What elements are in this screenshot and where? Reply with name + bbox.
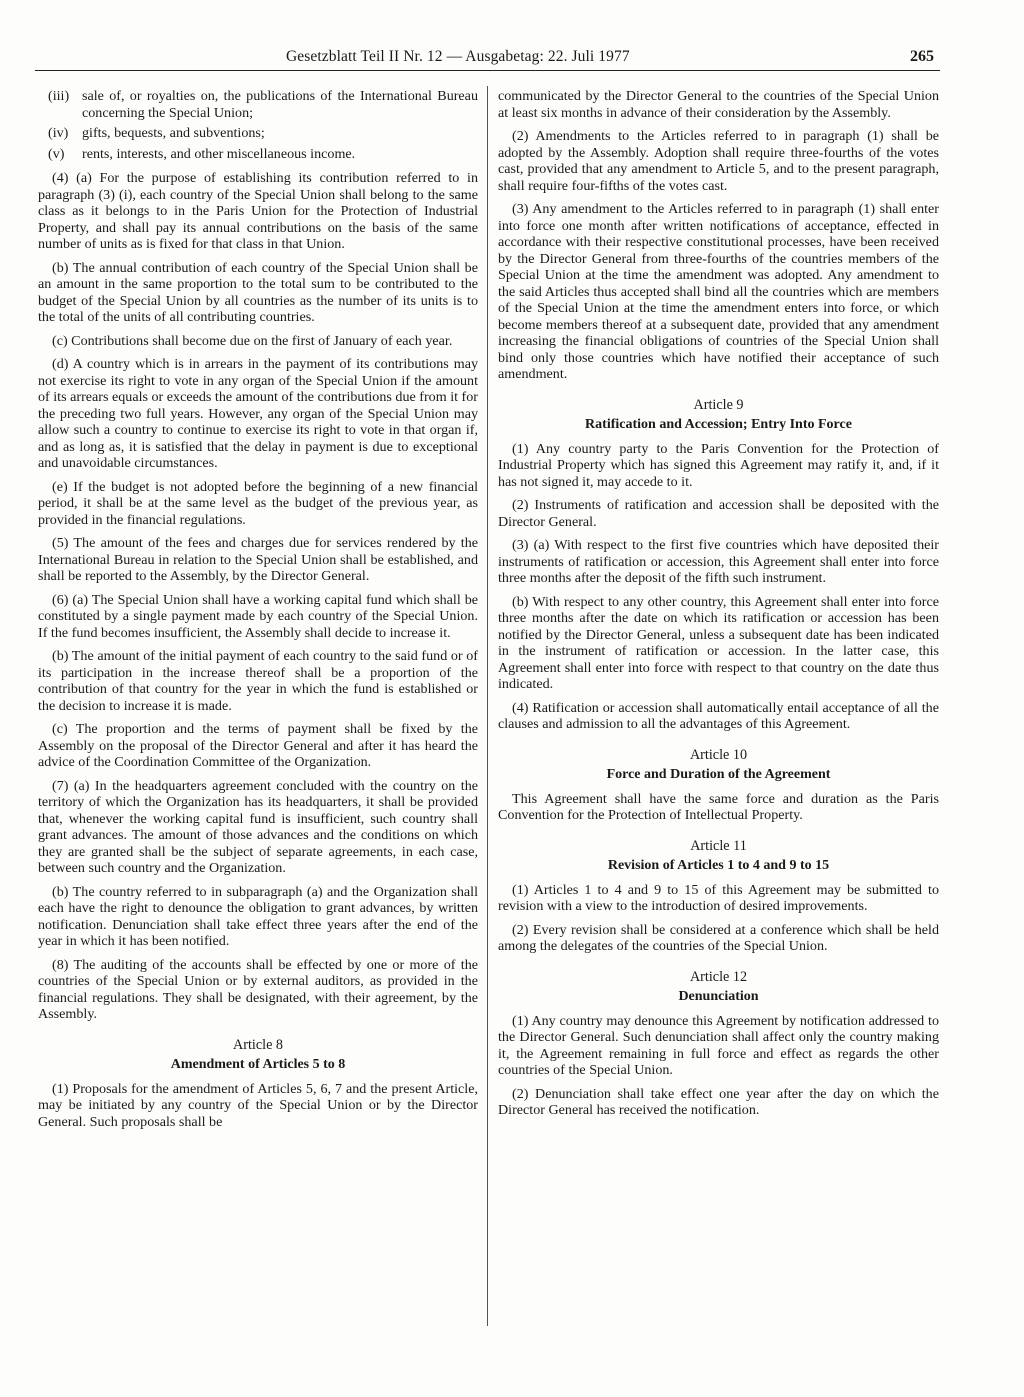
paragraph: (b) With respect to any other country, this Agreement shall enter into force three months after the date on which its ratification or accession has been notified by the Director General, unless a subsequent date has been indicated in the instrument of ratification or accession. In the latter case, this Agreement shall enter into force with respect to that country on the date thus indicated.	[498, 593, 939, 692]
list-item	[48, 146, 478, 163]
list-item	[48, 125, 478, 142]
header-rule	[35, 70, 940, 71]
list-item-number: (v)	[48, 145, 65, 162]
paragraph: (2) Every revision shall be considered at a conference which shall be held among the delegates of the countries of the Special Union.	[498, 921, 939, 954]
page-number: 265	[910, 48, 934, 65]
header-title: Gesetzblatt Teil II Nr. 12 — Ausgabetag: 22. Juli 1977	[286, 48, 630, 65]
paragraph: (1) Proposals for the amendment of Articles 5, 6, 7 and the present Article, may be initiated by any country of the Special Union or by the Director General. Such proposals shall be	[38, 1080, 478, 1130]
list-item-text: gifts, bequests, and subventions;	[82, 125, 265, 141]
paragraph: (c) The proportion and the terms of payment shall be fixed by the Assembly on the proposal of the Director General and after it has heard the advice of the Coordination Committee of the Organization.	[38, 721, 478, 770]
paragraph: (2) Denunciation shall take effect one year after the day on which the Director General has received the notification.	[498, 1085, 939, 1118]
list-item-number: (iv)	[48, 125, 69, 141]
paragraph: (6) (a) The Special Union shall have a working capital fund which shall be constituted by a single payment made by each country of the Special Union. If the fund becomes insufficient, the Assembly shall decide to increase it.	[38, 591, 478, 641]
paragraph: (1) Articles 1 to 4 and 9 to 15 of this Agreement may be submitted to revision with a view to the introduction of desired improvements.	[498, 881, 939, 914]
paragraph: This Agreement shall have the same force and duration as the Paris Convention for the Protection of Intellectual Property.	[498, 790, 939, 823]
paragraph: (5) The amount of the fees and charges due for services rendered by the International Bureau in relation to the Special Union shall be established, and shall be reported to the Assembly, by the Director General.	[38, 535, 478, 584]
paragraph: (3) Any amendment to the Articles referred to in paragraph (1) shall enter into force one month after written notifications of acceptance, effected in accordance with their respective constitutional processes, have been received by the Director General from three-fourths of the countries members of the Special Union at the time the amendment was adopted. Any amendment to the said Articles thus accepted shall bind all the countries which are members of the Special Union at the time the amendment enters into force, or which become members thereof at a subsequent date, provided that any amendment increasing the financial obligations of countries of the Special Union shall bind only those countries which have notified their acceptance of such amendment.	[498, 201, 939, 382]
right-column	[498, 88, 939, 1119]
article-heading: Amendment of Articles 5 to 8	[170, 1057, 346, 1072]
paragraph: (b) The annual contribution of each country of the Special Union shall be an amount in the same proportion to the total sum to be contributed to the budget of the Special Union by all countries as the number of its units is to the total of the units of all contributing countries.	[38, 259, 478, 325]
paragraph: (3) (a) With respect to the first five countries which have deposited their instruments of ratification or accession, this Agreement shall enter into force three months after the deposit of the fifth such instrument.	[498, 537, 939, 586]
paragraph: (b) The amount of the initial payment of each country to the said fund or of its participation in the increase thereof shall be a proportion of the contribution of that country for the year in which the fund is established or the decision to increase it is made.	[38, 648, 478, 714]
article-heading: Ratification and Accession; Entry Into Force	[585, 417, 852, 432]
article-number: Article 9	[693, 396, 744, 413]
article-heading: Revision of Articles 1 to 4 and 9 to 15	[607, 858, 830, 873]
paragraph: (2) Instruments of ratification and accession shall be deposited with the Director General.	[498, 497, 939, 530]
article-heading: Force and Duration of the Agreement	[606, 767, 831, 782]
paragraph: (1) Any country party to the Paris Convention for the Protection of Industrial Property which has signed this Agreement may ratify it, and, if it has not signed it, may accede to it.	[498, 440, 939, 490]
list-item	[48, 88, 478, 121]
paragraph: (e) If the budget is not adopted before the beginning of a new financial period, it shall be at the same level as the budget of the previous year, as provided in the financial regulations.	[38, 478, 478, 528]
article-number: Article 8	[232, 1036, 284, 1053]
page-header	[0, 48, 1024, 72]
paragraph: (d) A country which is in arrears in the payment of its contributions may not exercise its right to vote in any organ of the Special Union if the amount of its arrears equals or exceeds the amount of the contributions due from it for the preceding two full years. However, any organ of the Special Union may allow such a country to continue to exercise its right to vote in that organ if, and as long as, it is satisfied that the delay in payment is due to exceptional and unavoidable circumstances.	[38, 356, 478, 471]
article-heading: Denunciation	[678, 989, 759, 1004]
paragraph: communicated by the Director General to the countries of the Special Union at least six months in advance of their consideration by the Assembly.	[498, 88, 939, 121]
article-number: Article 11	[690, 837, 747, 854]
paragraph: (2) Amendments to the Articles referred to in paragraph (1) shall be adopted by the Assembly. Adoption shall require three-fourths of the votes cast, provided that any amendment to Article 5, and to the present paragraph, shall require four-fifths of the votes cast.	[498, 128, 939, 194]
paragraph: (4) (a) For the purpose of establishing its contribution referred to in paragraph (3) (i), each country of the Special Union shall belong to the same class as it belongs to in the Paris Union for the Protection of Industrial Property, and shall pay its annual contributions on the basis of the same number of units as is fixed for that class in that Union.	[38, 170, 478, 252]
left-column	[38, 88, 478, 1130]
column-divider	[487, 86, 488, 1326]
article-number: Article 12	[689, 968, 748, 985]
paragraph: (7) (a) In the headquarters agreement concluded with the country on the territory of which the Organization has its headquarters, it shall be provided that, whenever the working capital fund is insufficient, such country shall grant advances. The amount of those advances and the conditions on which they are granted shall be the subject of separate agreements, in each case, between such country and the Organization.	[38, 777, 478, 876]
paragraph: (8) The auditing of the accounts shall be effected by one or more of the countries of the Special Union or by external auditors, as provided in the financial regulations. They shall be designated, with their agreement, by the Assembly.	[38, 956, 478, 1022]
list-item-number: (iii)	[48, 88, 70, 104]
paragraph: (b) The country referred to in subparagraph (a) and the Organization shall each have the right to denounce the obligation to grant advances, by written notification. Denunciation shall take effect three years after the end of the year in which it has been notified.	[38, 883, 478, 949]
article-number: Article 10	[689, 746, 748, 763]
paragraph: (c) Contributions shall become due on the first of January of each year.	[52, 332, 453, 349]
list-item-text: sale of, or royalties on, the publications of the International Bureau concerning the Special Union;	[82, 88, 478, 121]
paragraph: (4) Ratification or accession shall automatically entail acceptance of all the clauses and admission to all the advantages of this Agreement.	[498, 699, 939, 732]
paragraph: (1) Any country may denounce this Agreement by notification addressed to the Director General. Such denunciation shall affect only the country making it, the Agreement remaining in full force and effect as regards the other countries of the Special Union.	[498, 1012, 939, 1078]
list-item-text: rents, interests, and other miscellaneous income.	[82, 145, 356, 162]
